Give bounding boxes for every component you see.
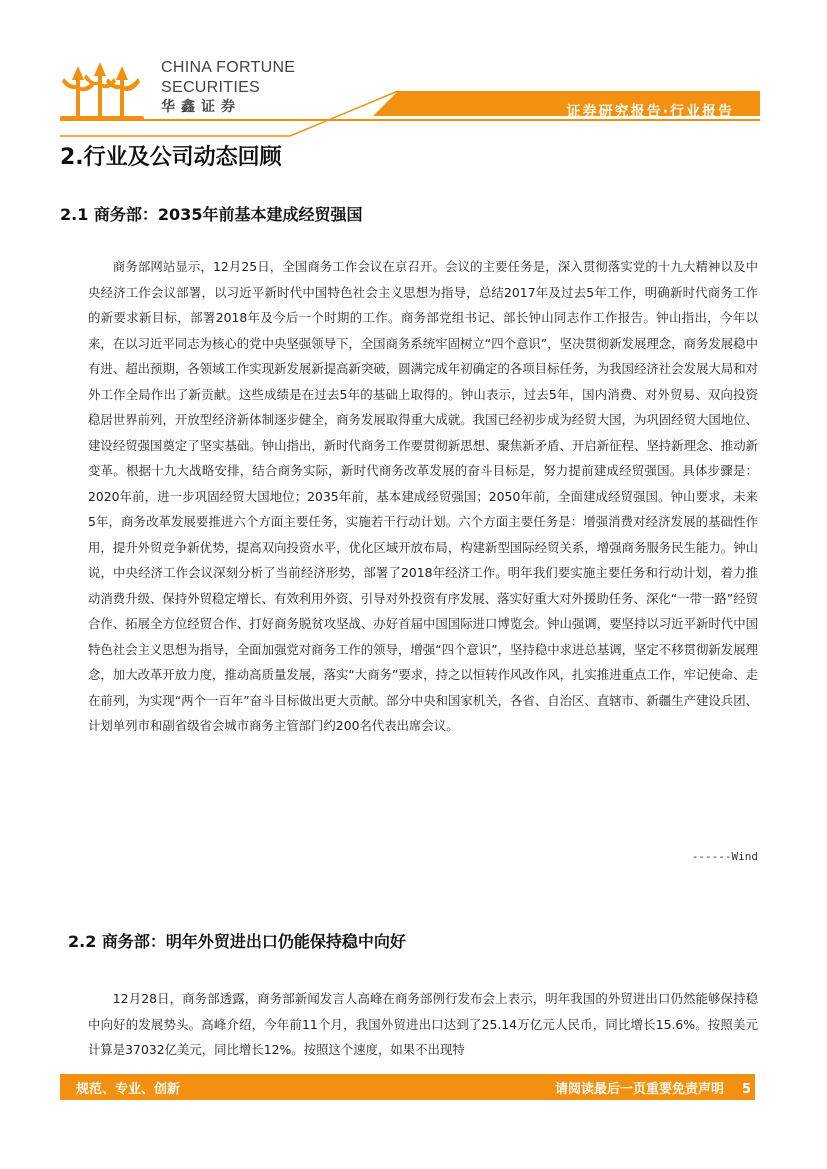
china-fortune-logo-icon bbox=[58, 58, 148, 124]
brand-name-en-line1: CHINA FORTUNE bbox=[161, 59, 296, 76]
brand-name-en-line2: SECURITIES bbox=[161, 79, 261, 96]
source-note: ------Wind bbox=[691, 850, 758, 863]
page-number: 5 bbox=[741, 1082, 751, 1097]
brand-name bbox=[161, 60, 295, 114]
report-type-label: 证券研究报告·行业报告 bbox=[566, 104, 734, 120]
footer-slogan: 规范、专业、创新 bbox=[76, 1082, 181, 1097]
footer-right bbox=[555, 1078, 751, 1097]
subsection-2-1-body: 商务部网站显示，12月25日，全国商务工作会议在京召开。会议的主要任务是，深入贯彻落实党的十九大精神以及中央经济工作会议部署，以习近平新时代中国特色社会主义思想为指导，总结2017年及过去5年工作，明确新时代商务工作的新要求新目标，部署2018年及今后一个时期的工作。商务部党组书记、部长钟山同志作工作报告。钟山指出，今年以来，在以习近平同志为核心的党中央坚强领导下，全国商务系统牢固树立“四个意识”，坚决贯彻新发展理念，商务发展稳中有进、超出预期，各领域工作实现新发展新提高新突破，圆满完成年初确定的各项目标任务，为我国经济社会发展大局和对外工作全局作出了新贡献。这些成绩是在过去5年的基础上取得的。钟山表示，过去5年，国内消费、对外贸易、双向投资稳居世界前列，开放型经济新体制逐步健全，商务发展取得重大成就。我国已经初步成为经贸大国，为巩固经贸大国地位、建设经贸强国奠定了坚实基础。钟山指出，新时代商务工作要贯彻新思想、聚焦新矛盾、开启新征程、坚持新理念、推动新变革。根据十九大战略安排，结合商务实际，新时代商务改革发展的奋斗目标是，努力提前建成经贸强国。具体步骤是：2020年前，进一步巩固经贸大国地位；2035年前，基本建成经贸强国；2050年前，全面建成经贸强国。钟山要求，未来5年，商务改革发展要推进六个方面主要任务，实施若干行动计划。六个方面主要任务是：增强消费对经济发展的基础性作用，提升外贸竞争新优势，提高双向投资水平，优化区域开放布局，构建新型国际经贸关系，增强商务服务民生能力。钟山说，中央经济工作会议深刻分析了当前经济形势，部署了2018年经济工作。明年我们要实施主要任务和行动计划，着力推动消费升级、保持外贸稳定增长、有效利用外资、引导对外投资有序发展、落实好重大对外援助任务、深化“一带一路”经贸合作、拓展全方位经贸合作、打好商务脱贫攻坚战、办好首届中国国际进口博览会。钟山强调，要坚持以习近平新时代中国特色社会主义思想为指导，全面加强党对商务工作的领导，增强“四个意识”，坚持稳中求进总基调，坚定不移贯彻新发展理念，加大改革开放力度，推动高质量发展，落实“大商务”要求，持之以恒转作风改作风，扎实推进重点工作，牢记使命、走在前列，为实现“两个一百年”奋斗目标做出更大贡献。部分中央和国家机关，各省、自治区、直辖市、新疆生产建设兵团、计划单列市和副省级省会城市商务主管部门约200名代表出席会议。 bbox=[88, 259, 758, 733]
section-title: 2.行业及公司动态回顾 bbox=[60, 145, 282, 170]
subsection-title-2-2: 2.2 商务部：明年外贸进出口仍能保持稳中向好 bbox=[68, 932, 406, 951]
subsection-2-2-body: 12月28日，商务部透露，商务部新闻发言人高峰在商务部例行发布会上表示，明年我国的外贸进出口仍然能够保持稳中向好的发展势头。高峰介绍，今年前11个月，我国外贸进出口达到了25.14万亿元人民币，同比增长15.6%。按照美元计算是37032亿美元，同比增长12%。按照这个速度，如果不出现特 bbox=[88, 991, 758, 1057]
footer-disclaimer: 请阅读最后一页重要免责声明 bbox=[554, 1082, 724, 1097]
subsection-title-2-1: 2.1 商务部：2035年前基本建成经贸强国 bbox=[60, 205, 363, 224]
brand-name-cn: 华鑫证券 bbox=[161, 99, 241, 115]
